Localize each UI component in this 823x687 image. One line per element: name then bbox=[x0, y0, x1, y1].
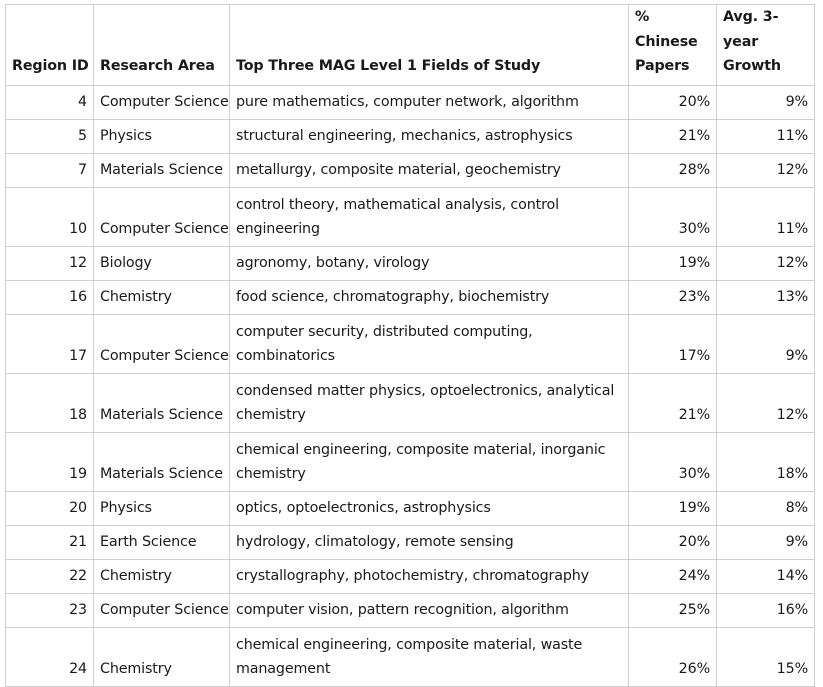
cell-avg-growth: 16% bbox=[717, 593, 815, 627]
header-row bbox=[6, 5, 815, 86]
cell-pct-chinese-papers: 20% bbox=[629, 85, 717, 119]
header-fields-of-study: Top Three MAG Level 1 Fields of Study bbox=[230, 5, 629, 86]
header-avg-growth: Avg. 3-year Growth bbox=[717, 5, 815, 86]
cell-region-id: 21 bbox=[6, 525, 94, 559]
table-row bbox=[6, 627, 815, 686]
cell-fields-of-study: condensed matter physics, optoelectronics, analytical chemistry bbox=[230, 373, 629, 432]
cell-fields-of-study: computer vision, pattern recognition, algorithm bbox=[230, 593, 629, 627]
table-row bbox=[6, 153, 815, 187]
cell-avg-growth: 9% bbox=[717, 314, 815, 373]
table-row bbox=[6, 491, 815, 525]
cell-region-id: 23 bbox=[6, 593, 94, 627]
cell-research-area: Earth Science bbox=[94, 525, 230, 559]
cell-pct-chinese-papers: 21% bbox=[629, 373, 717, 432]
table-row bbox=[6, 314, 815, 373]
cell-avg-growth: 13% bbox=[717, 280, 815, 314]
table-row bbox=[6, 85, 815, 119]
cell-avg-growth: 12% bbox=[717, 246, 815, 280]
cell-research-area: Materials Science bbox=[94, 432, 230, 491]
table-row bbox=[6, 432, 815, 491]
cell-pct-chinese-papers: 25% bbox=[629, 593, 717, 627]
cell-fields-of-study: structural engineering, mechanics, astrophysics bbox=[230, 119, 629, 153]
cell-research-area: Materials Science bbox=[94, 153, 230, 187]
cell-region-id: 10 bbox=[6, 187, 94, 246]
cell-region-id: 12 bbox=[6, 246, 94, 280]
table-row bbox=[6, 119, 815, 153]
cell-pct-chinese-papers: 30% bbox=[629, 187, 717, 246]
cell-fields-of-study: pure mathematics, computer network, algorithm bbox=[230, 85, 629, 119]
cell-region-id: 19 bbox=[6, 432, 94, 491]
cell-avg-growth: 9% bbox=[717, 525, 815, 559]
cell-region-id: 17 bbox=[6, 314, 94, 373]
cell-avg-growth: 9% bbox=[717, 85, 815, 119]
cell-pct-chinese-papers: 24% bbox=[629, 559, 717, 593]
cell-fields-of-study: crystallography, photochemistry, chromatography bbox=[230, 559, 629, 593]
cell-avg-growth: 18% bbox=[717, 432, 815, 491]
cell-avg-growth: 11% bbox=[717, 187, 815, 246]
cell-research-area: Computer Science bbox=[94, 85, 230, 119]
cell-region-id: 22 bbox=[6, 559, 94, 593]
cell-avg-growth: 12% bbox=[717, 373, 815, 432]
cell-region-id: 18 bbox=[6, 373, 94, 432]
cell-pct-chinese-papers: 26% bbox=[629, 627, 717, 686]
cell-fields-of-study: optics, optoelectronics, astrophysics bbox=[230, 491, 629, 525]
table-body bbox=[6, 85, 815, 686]
cell-region-id: 24 bbox=[6, 627, 94, 686]
table-row bbox=[6, 373, 815, 432]
table-row bbox=[6, 280, 815, 314]
cell-research-area: Chemistry bbox=[94, 627, 230, 686]
cell-fields-of-study: chemical engineering, composite material, inorganic chemistry bbox=[230, 432, 629, 491]
cell-research-area: Materials Science bbox=[94, 373, 230, 432]
table-row bbox=[6, 525, 815, 559]
cell-research-area: Biology bbox=[94, 246, 230, 280]
cell-pct-chinese-papers: 19% bbox=[629, 246, 717, 280]
cell-region-id: 4 bbox=[6, 85, 94, 119]
cell-avg-growth: 12% bbox=[717, 153, 815, 187]
cell-fields-of-study: agronomy, botany, virology bbox=[230, 246, 629, 280]
cell-pct-chinese-papers: 23% bbox=[629, 280, 717, 314]
cell-pct-chinese-papers: 28% bbox=[629, 153, 717, 187]
cell-research-area: Chemistry bbox=[94, 280, 230, 314]
cell-fields-of-study: food science, chromatography, biochemistry bbox=[230, 280, 629, 314]
table-row bbox=[6, 559, 815, 593]
cell-fields-of-study: computer security, distributed computing, combinatorics bbox=[230, 314, 629, 373]
table-row bbox=[6, 246, 815, 280]
cell-region-id: 5 bbox=[6, 119, 94, 153]
cell-avg-growth: 8% bbox=[717, 491, 815, 525]
cell-pct-chinese-papers: 30% bbox=[629, 432, 717, 491]
table-row bbox=[6, 187, 815, 246]
cell-pct-chinese-papers: 20% bbox=[629, 525, 717, 559]
table-row bbox=[6, 593, 815, 627]
cell-pct-chinese-papers: 17% bbox=[629, 314, 717, 373]
cell-research-area: Chemistry bbox=[94, 559, 230, 593]
cell-avg-growth: 14% bbox=[717, 559, 815, 593]
cell-fields-of-study: chemical engineering, composite material, waste management bbox=[230, 627, 629, 686]
cell-pct-chinese-papers: 19% bbox=[629, 491, 717, 525]
cell-research-area: Computer Science bbox=[94, 314, 230, 373]
cell-region-id: 16 bbox=[6, 280, 94, 314]
cell-pct-chinese-papers: 21% bbox=[629, 119, 717, 153]
cell-avg-growth: 11% bbox=[717, 119, 815, 153]
cell-region-id: 20 bbox=[6, 491, 94, 525]
cell-avg-growth: 15% bbox=[717, 627, 815, 686]
cell-research-area: Computer Science bbox=[94, 187, 230, 246]
cell-region-id: 7 bbox=[6, 153, 94, 187]
cell-research-area: Physics bbox=[94, 491, 230, 525]
cell-fields-of-study: metallurgy, composite material, geochemistry bbox=[230, 153, 629, 187]
header-research-area: Research Area bbox=[94, 5, 230, 86]
cell-research-area: Computer Science bbox=[94, 593, 230, 627]
table-header bbox=[6, 5, 815, 86]
header-pct-chinese-papers: % Chinese Papers bbox=[629, 5, 717, 86]
research-regions-table bbox=[5, 4, 815, 687]
cell-fields-of-study: control theory, mathematical analysis, control engineering bbox=[230, 187, 629, 246]
cell-fields-of-study: hydrology, climatology, remote sensing bbox=[230, 525, 629, 559]
cell-research-area: Physics bbox=[94, 119, 230, 153]
header-region-id: Region ID bbox=[6, 5, 94, 86]
